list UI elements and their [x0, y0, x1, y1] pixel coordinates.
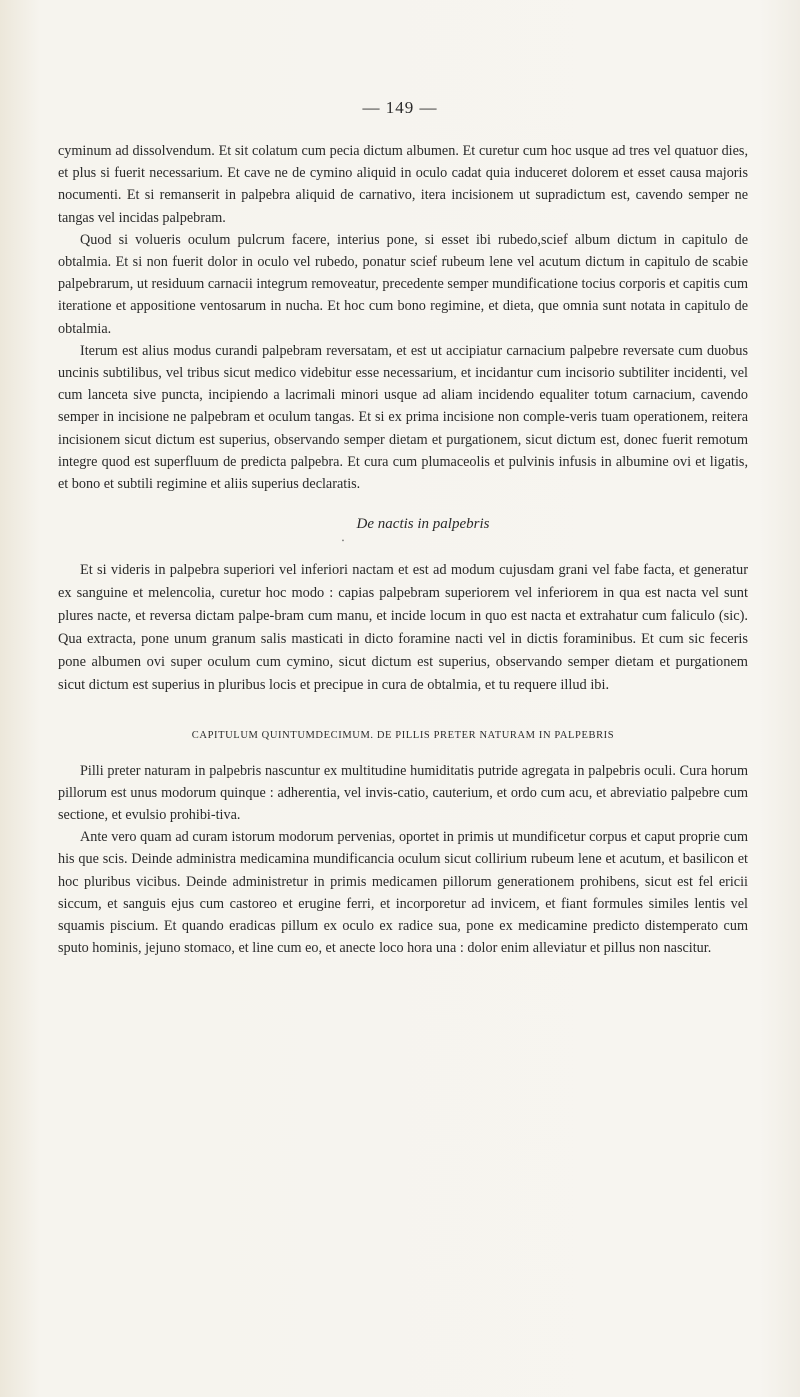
paragraph-6: Ante vero quam ad curam istorum modorum pervenias, oportet in primis ut mundificetur corpus et caput proprie cum his que scis. Deinde administra medicamina mundificancia oculum sicut collirium rubeum lene et acutum, et basilicon et hoc pluribus vicibus. Deinde administretur in primis medicamen pillorum generationem prohibens, sicut est fel ericii siccum, et sanguis ejus cum castoreo et erugine ferri, et incorporetur ad invicem, et fiant formules similes lentis vel squamis piscium. Et quando eradicas pillum ex oculo ex radice sua, pone ex medicamine predicto distemperato cum sputo hominis, jejuno stomaco, et line cum eo, et anecte loco hora una : dolor enim alleviatur et pillus non nascitur.	[58, 829, 748, 957]
paragraph-5: Pilli preter naturam in palpebris nascuntur ex multitudine humiditatis putride agregata in palpebris oculi. Cura horum pillorum est unus modorum quinque : adherentia, vel invis-catio, cauterium, et ordo cum acu, et abreviatio palpebre cum sectione, et evulsio prohibi-tiva.	[58, 762, 748, 824]
bullet-mark: •	[341, 537, 345, 546]
section-heading: De nactis in palpebris	[356, 516, 490, 533]
paragraph-3: Iterum est alius modus curandi palpebram reversatam, et est ut accipiatur carnacium palpebre reversate cum duobus uncinis subtilibus, vel tribus sicut medico videbitur esse necessarium, et incidantur cum incisorio subtiliter incidenti, vel cum lanceta sive puncta, incipiendo a lacrimali minori usque ad aliam incidendo equaliter totum carnacium, cavendo semper in incisione ne palpebram et oculum tangas. Et si ex prima incisione non comple-veris tuam operationem, reitera incisionem sicut dictum est superius, observando semper dietam et purgationem, sicut dictum est, donec fuerit remotum integre quod est superfluum de predicta palpebra. Et cura cum plumaceolis et pulvinis infusis in albumine ovi et ligatis, et bono et subtili regimine et aliis superius declaratis.	[58, 342, 748, 493]
paragraph-4: Et si videris in palpebra superiori vel inferiori nactam et est ad modum cujusdam grani vel fabe facta, et generatur ex sanguine et melencolia, curetur hoc modo : capias palpebram superiorem vel inferiorem in qua est nacta vel sunt plures nacte, et reversa dictam palpe-bram cum manu, et incide locum in quo est nacta et extrahatur cum faliculo (sic). Qua extracta, pone unum granum salis masticati in dicto foramine nacti vel in dictis foraminibus. Et cum sic feceris pone albumen ovi super oculum cum cymino, sicut dictum est superius, observando semper dietam et purgationem sicut dictum est superius in pluribus locis et precipue in cura de obtalmia, et tu requere illud ibi.	[58, 562, 748, 694]
page-number: — 149 —	[362, 98, 438, 117]
chapter-heading: CAPITULUM QUINTUMDECIMUM. DE PILLIS PRETER NATURAM IN PALPEBRIS	[191, 730, 615, 742]
main-text	[58, 140, 748, 959]
paragraph-2: Quod si volueris oculum pulcrum facere, interius pone, si esset ibi rubedo,scief album dictum in capitulo de obtalmia. Et si non fuerit dolor in oculo vel rubedo, ponatur scief rubeum lene vel acutum dictum in capitulo de scabie palpebrarum, ut residuum carnacii integrum removeatur, precedente semper mundificatione tocius corporis et capitis cum iteratione et appositione ventosarum in nucha. Et hoc cum bono regimine, et dieta, que omnia sunt notata in capitulo de obtalmia.	[58, 231, 748, 337]
section-body	[58, 559, 748, 697]
paragraph-1: cyminum ad dissolvendum. Et sit colatum cum pecia dictum albumen. Et curetur cum hoc usque ad tres vel quatuor dies, et plus si fuerit necessarium. Et cave ne de cymino aliquid in oculo cadat quia induceret dolorem et esset causa majoris nocumenti. Et si remanserit in palpebra aliquid de carnativo, itera incisionem ut supradictum est, cavendo semper ne tangas vel incidas palpebram.	[58, 143, 748, 226]
